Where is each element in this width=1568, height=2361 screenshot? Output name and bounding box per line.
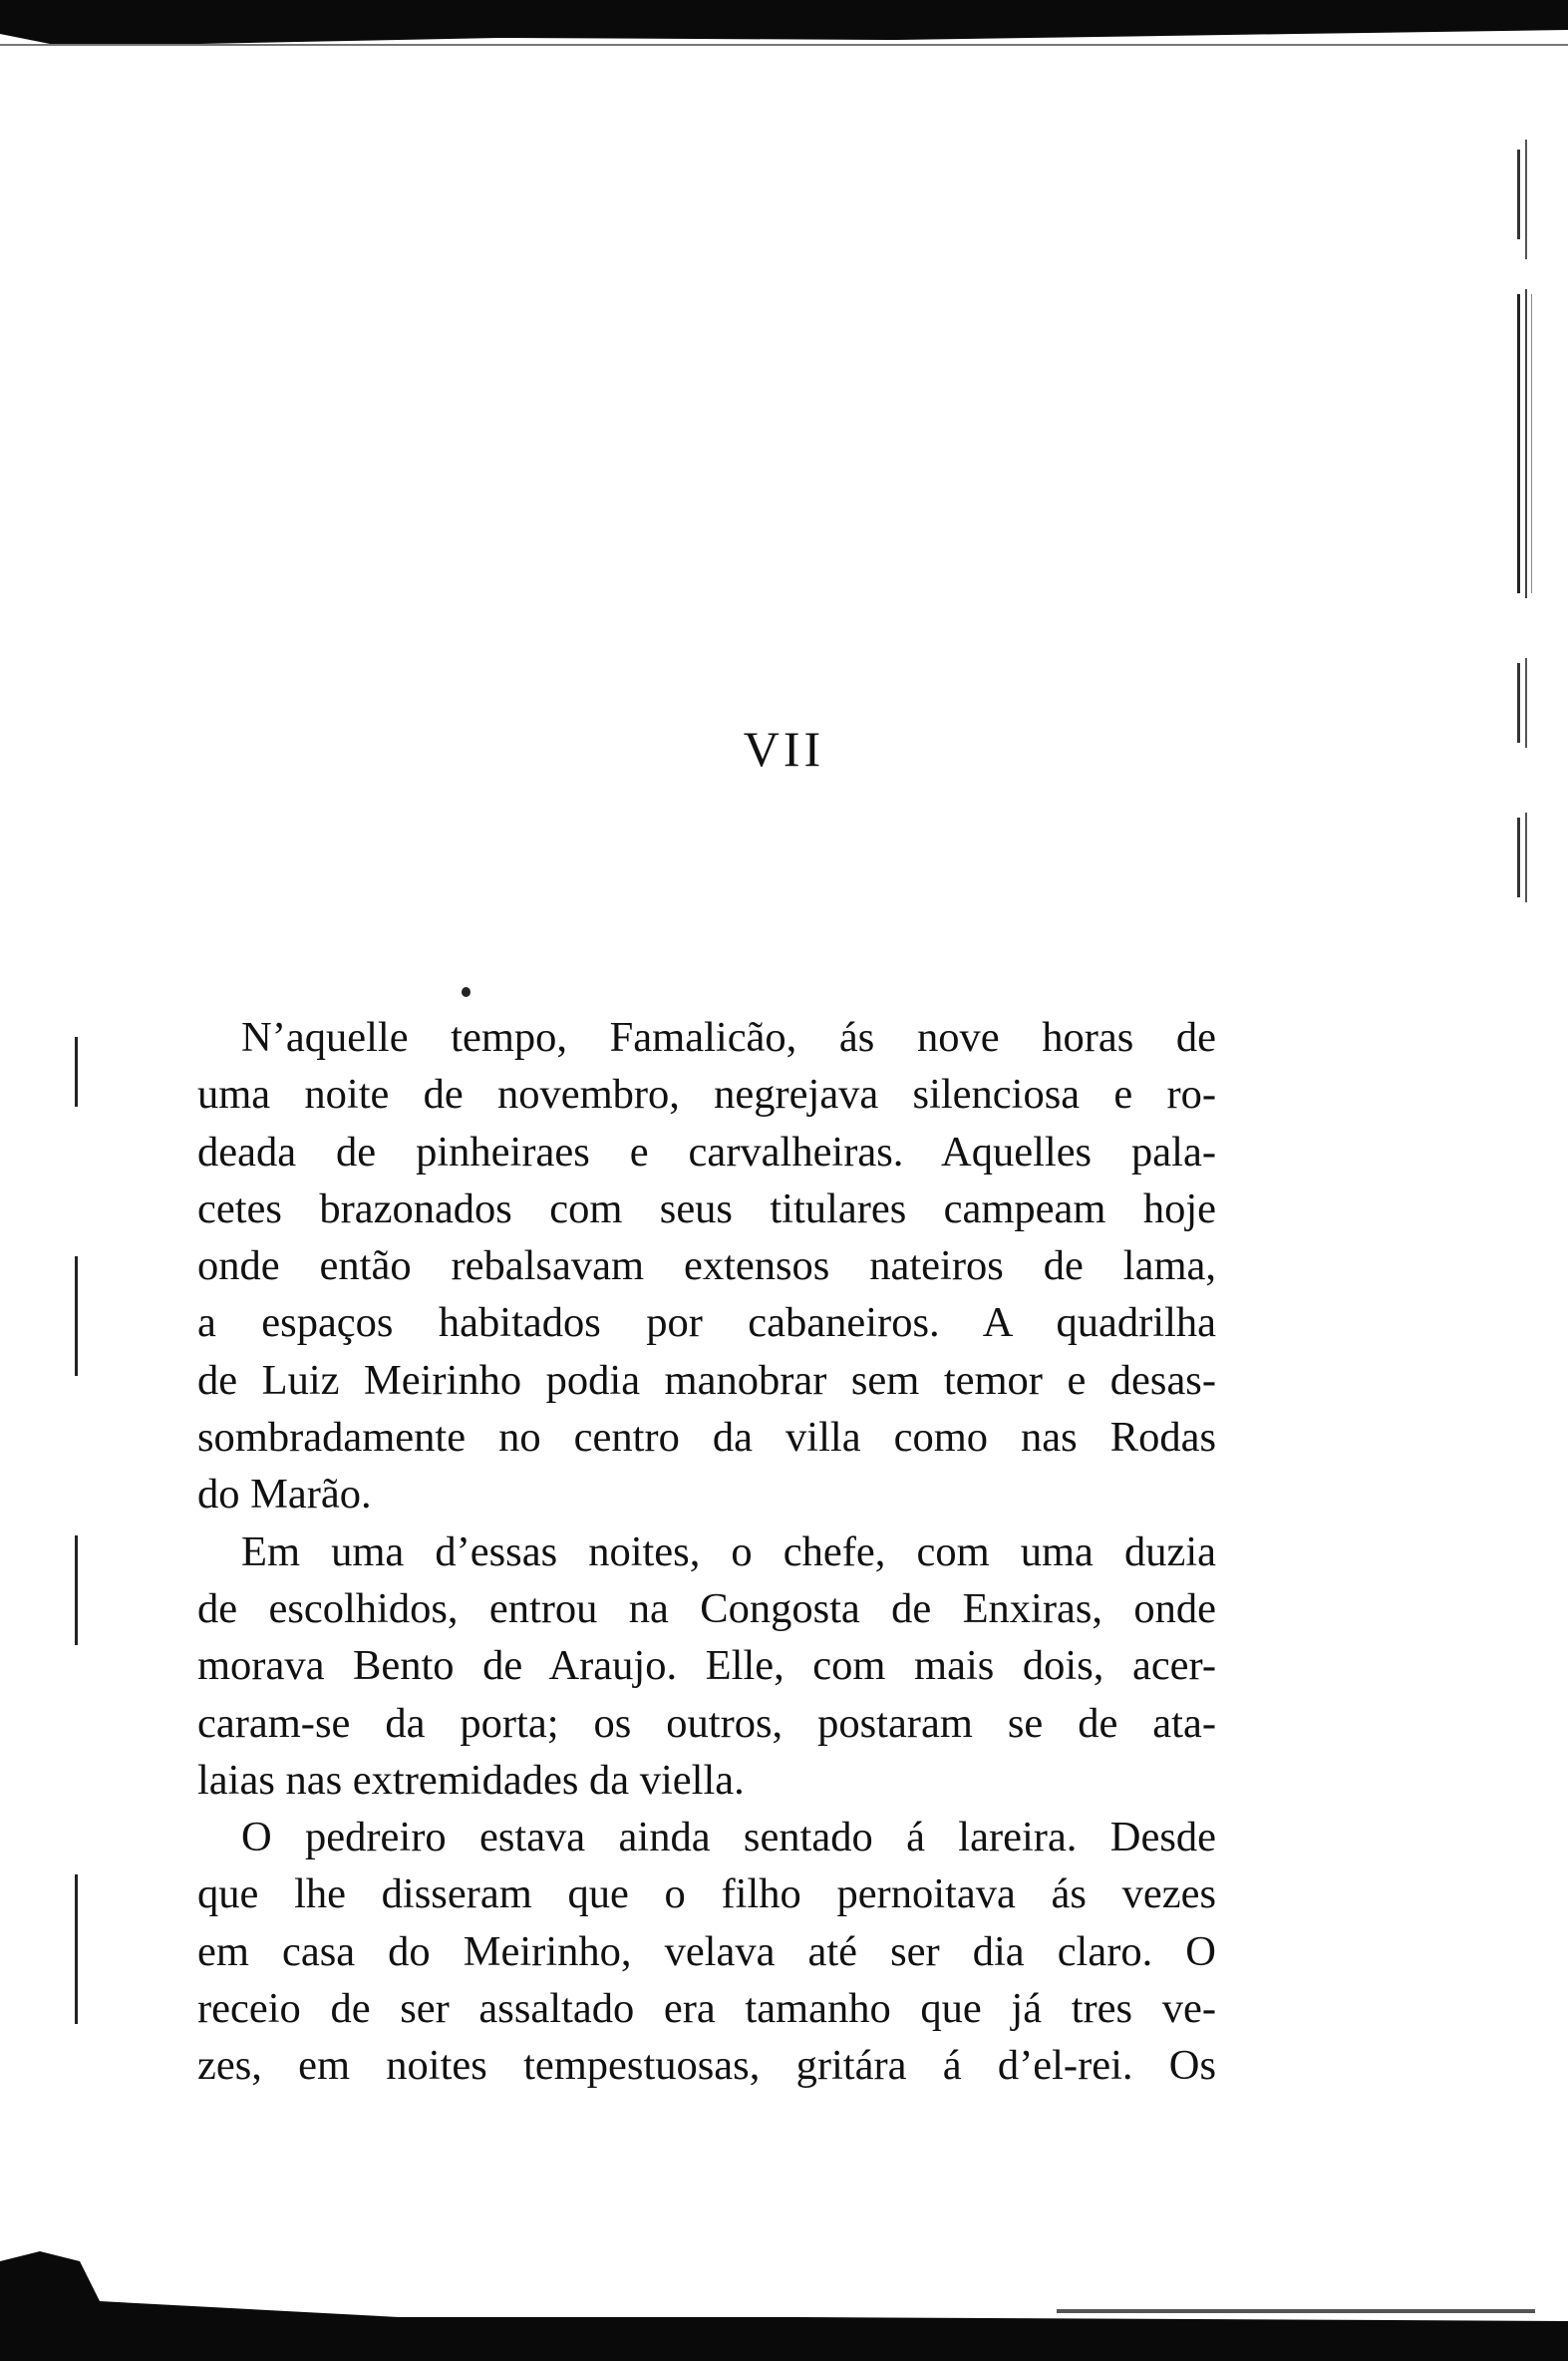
text-line: deada de pinheiraes e carvalheiras. Aquelles pala- — [197, 1128, 1216, 1176]
text-line: de Luiz Meirinho podia manobrar sem temor e desas- — [197, 1356, 1216, 1404]
text-line: receio de ser assaltado era tamanho que já tres ve- — [197, 1985, 1216, 2033]
scan-edge-left-shape — [0, 997, 120, 2094]
text-line: onde então rebalsavam extensos nateiros de lama, — [197, 1242, 1216, 1290]
text-line: uma noite de novembro, negrejava silenciosa e ro- — [197, 1071, 1216, 1119]
scan-edge-top-shape — [0, 0, 1568, 50]
text-line: Em uma d’essas noites, o chefe, com uma duzia — [241, 1527, 1216, 1575]
ink-speck — [462, 987, 470, 997]
text-line: laias nas extremidades da viella. — [197, 1756, 745, 1804]
text-line: morava Bento de Araujo. Elle, com mais dois, acer- — [197, 1642, 1216, 1690]
text-line: de escolhidos, entrou na Congosta de Enxiras, onde — [197, 1584, 1216, 1632]
text-line: N’aquelle tempo, Famalicão, ás nove horas de — [241, 1014, 1216, 1061]
chapter-heading: VII — [743, 721, 825, 777]
text-line: zes, em noites tempestuosas, gritára á d’el-rei. Os — [197, 2042, 1216, 2090]
paragraph-3 — [197, 1809, 1216, 2094]
text-line: que lhe disseram que o filho pernoitava ás vezes — [197, 1870, 1216, 1918]
text-line: em casa do Meirinho, velava até ser dia claro. O — [197, 1927, 1216, 1975]
text-line: sombradamente no centro da villa como nas Rodas — [197, 1414, 1216, 1462]
text-line: do Marão. — [197, 1471, 372, 1518]
text-line: cetes brazonados com seus titulares campeam hoje — [197, 1184, 1216, 1232]
paragraph-2 — [197, 1523, 1216, 1809]
text-line: a espaços habitados por cabaneiros. A quadrilha — [197, 1299, 1216, 1347]
text-line: O pedreiro estava ainda sentado á lareira. Desde — [241, 1814, 1216, 1861]
scan-edge-bottom-shape — [0, 2221, 1568, 2361]
scan-edge-right-shape — [1495, 120, 1568, 917]
paragraph-1 — [197, 1009, 1216, 1523]
text-line: caram-se da porta; os outros, postaram se de ata- — [197, 1699, 1216, 1747]
body-text — [197, 1009, 1216, 2095]
